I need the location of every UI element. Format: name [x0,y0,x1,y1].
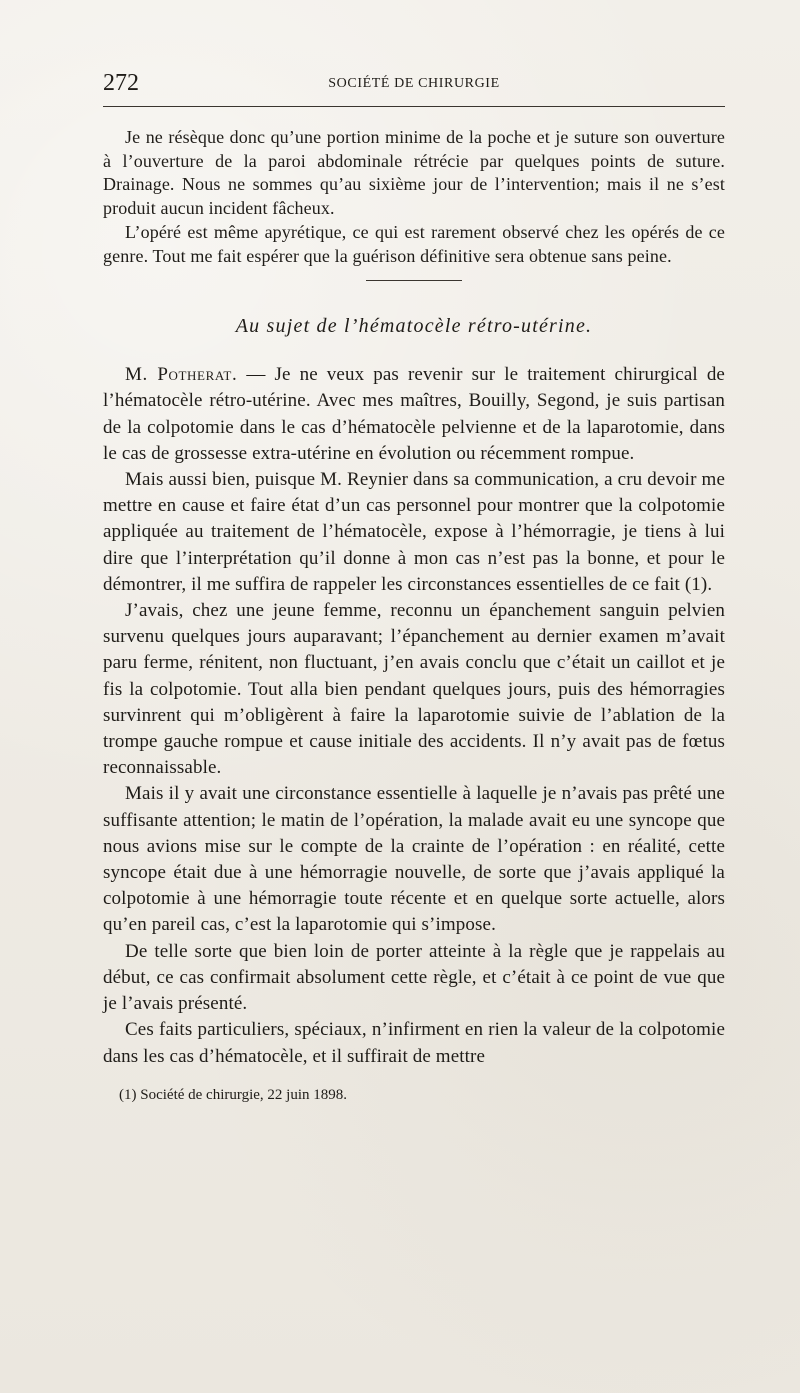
body-paragraph-2: J’avais, chez une jeune femme, reconnu un épanchement sanguin pelvien survenu quelques jours auparavant; l’épanchement au dernier examen m’avait paru ferme, rénitent, non fluctuant, j’en avais conclu que c’était un caillot et je fis la colpotomie. Tout alla bien pendant quelques jours, puis des hémorragies survinrent qui m’obligèrent à faire la laparotomie suivie de l’ablation de la trompe gauche rompue et cause initiale des accidents. Il n’y avait pas de fœtus reconnaissable. [103,600,725,779]
body-paragraph-4: De telle sorte que bien loin de porter atteinte à la règle que je rappelais au début, ce cas confirmait absolument cette règle, et c’était à ce point de vue que je l’avais présenté. [103,940,725,1015]
body-paragraph-1: Mais aussi bien, puisque M. Reynier dans sa communication, a cru devoir me mettre en cause et faire état d’un cas personnel pour montrer que la colpotomie appliquée au traitement de l’hématocèle, expose à l’hémorragie, je tiens à lui dire que l’interprétation qu’il donne à mon cas n’est pas la bonne, et pour le démontrer, il me suffira de rappeler les circonstances essentielles de ce fait (1). [103,469,725,595]
section-body [103,362,725,1069]
section-title: Au sujet de l’hématocèle rétro-utérine. [235,315,593,338]
speaker-name: M. Potherat. [125,364,238,386]
footnote: (1) Société de chirurgie, 22 juin 1898. [119,1086,348,1103]
page-content [103,126,725,1104]
header-rule [103,106,725,107]
speaker-paragraph-text: — Je ne veux pas revenir sur le traitement chirurgical de l’hématocèle rétro-utérine. Avec mes maîtres, Bouilly, Segond, je suis partisan de la colpotomie dans le cas d’hématocèle pelvienne et de la laparotomie, dans le cas de grossesse extra-utérine en évolution ou récemment rompue. [103,364,725,464]
speaker-paragraph [103,362,725,467]
page-number: 272 [103,70,139,96]
section-divider [366,280,462,281]
opening-section [103,126,725,268]
running-head: SOCIÉTÉ DE CHIRURGIE [328,76,500,91]
body-paragraph-5: Ces faits particuliers, spéciaux, n’infirment en rien la valeur de la colpotomie dans les cas d’hématocèle, et il suffirait de mettre [103,1019,725,1067]
opening-paragraph-2: L’opéré est même apyrétique, ce qui est rarement observé chez les opérés de ce genre. Tout me fait espérer que la guérison définitive sera obtenue sans peine. [103,221,725,266]
page-header [103,70,725,96]
opening-paragraph-1: Je ne résèque donc qu’une portion minime de la poche et je suture son ouverture à l’ouverture de la paroi abdominale rétrécie par quelques points de suture. Drainage. Nous ne sommes qu’au sixième jour de l’intervention; mais il ne s’est produit aucun incident fâcheux. [103,127,725,219]
body-paragraph-3: Mais il y avait une circonstance essentielle à laquelle je n’avais pas prêté une suffisante attention; le matin de l’opération, la malade avait eu une syncope que nous avions mise sur le compte de la crainte de l’opération : en réalité, cette syncope était due à une hémorragie nouvelle, de sorte que j’avais appliqué la colpotomie à une hémorragie toute récente et en quelque sorte actuelle, alors qu’en pareil cas, c’est la laparotomie qui s’impose. [103,783,725,936]
